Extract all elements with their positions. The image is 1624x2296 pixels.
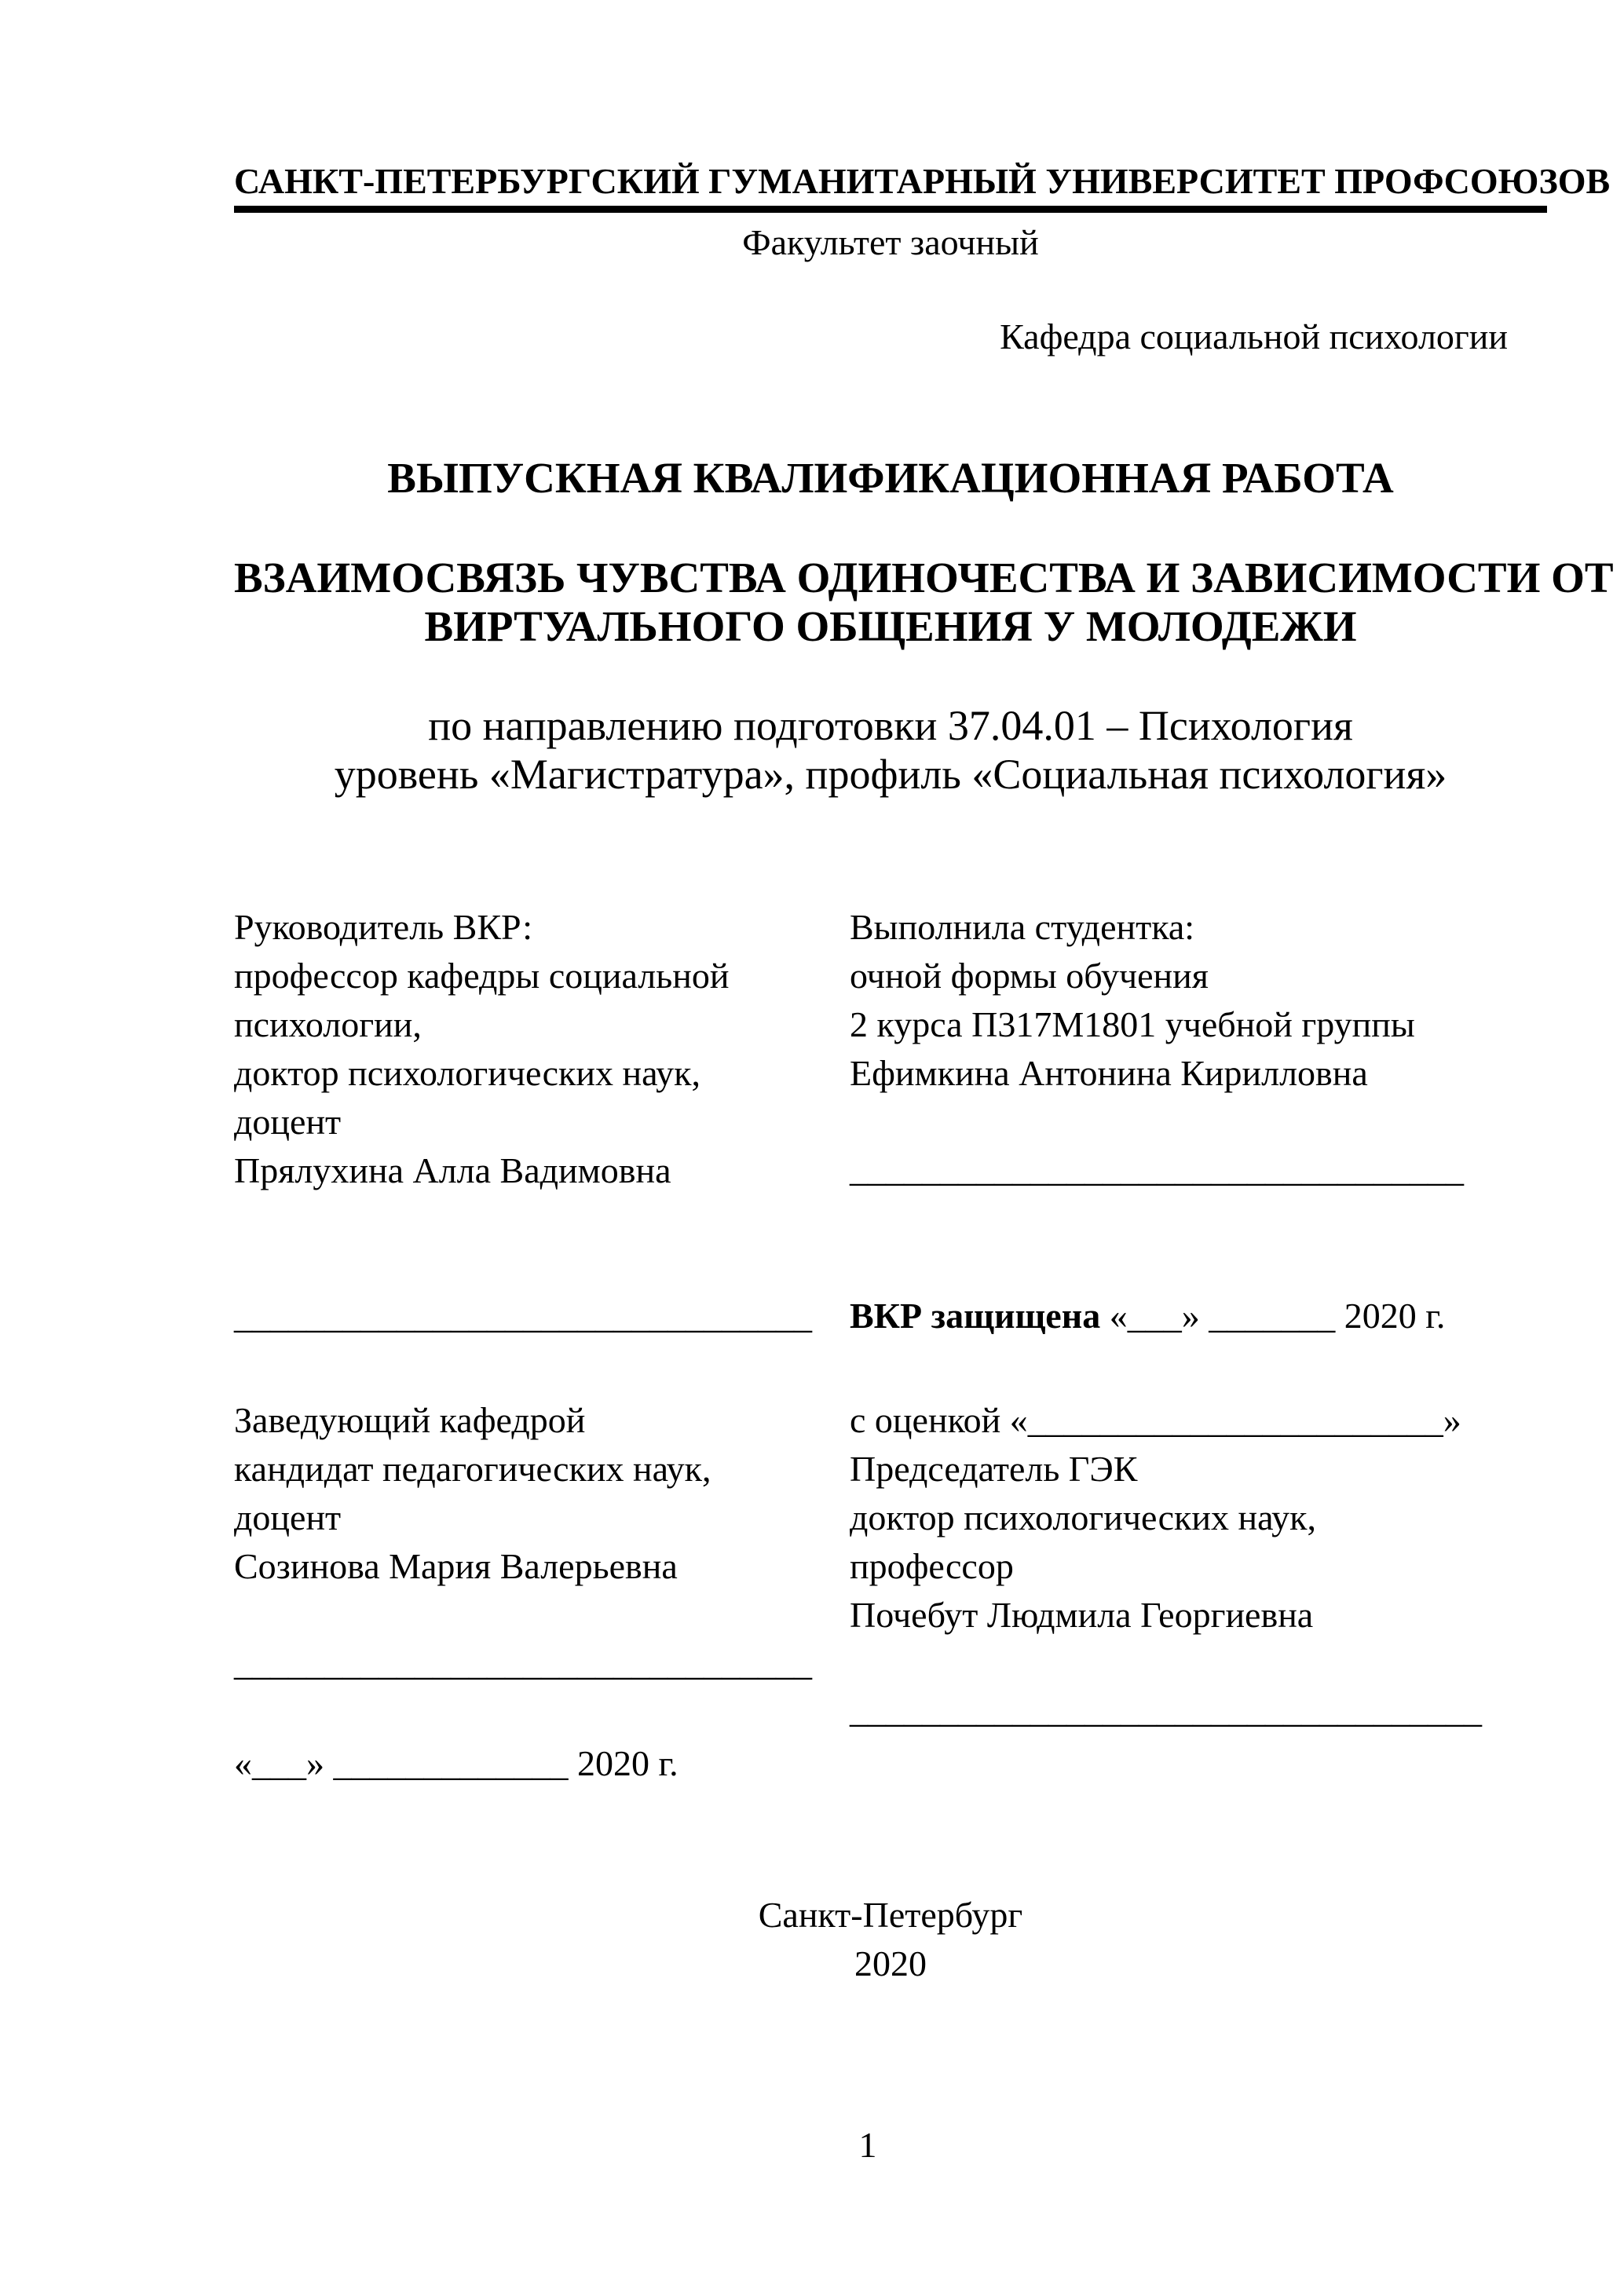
head-role-label: Заведующий кафедрой [234,1400,586,1440]
supervisor-degree: доктор психологических наук, [234,1053,701,1093]
student-signature-line: __________________________________ [850,1149,1464,1189]
supervisor-rank: доцент [234,1102,342,1142]
page-number: 1 [858,2125,877,2165]
footer-city: Санкт-Петербург [758,1895,1023,1935]
student-group: 2 курса П317М1801 учебной группы [850,1004,1415,1044]
chair-degree: доктор психологических наук, [850,1497,1317,1537]
head-name: Созинова Мария Валерьевна [234,1546,678,1586]
thesis-title-line1: ВЗАИМОСВЯЗЬ ЧУВСТВА ОДИНОЧЕСТВА И ЗАВИСИМОСТИ ОТ [234,554,1614,601]
supervisor-signature-line: ________________________________ [234,1296,812,1336]
supervisor-position-line2: психологии, [234,1004,422,1044]
supervisor-position-line1: профессор кафедры социальной [234,956,730,996]
footer-year: 2020 [854,1943,927,1983]
chair-rank: профессор [850,1546,1014,1586]
thesis-title-line2: ВИРТУАЛЬНОГО ОБЩЕНИЯ У МОЛОДЕЖИ [424,602,1357,650]
department-line: Кафедра социальной психологии [1000,316,1508,356]
student-role-label: Выполнила студентка: [850,907,1195,947]
head-rank: доцент [234,1497,342,1537]
defense-date-line [850,1292,1445,1340]
head-signature-line: ________________________________ [234,1643,812,1683]
supervisor-name: Прялухина Алла Вадимовна [234,1150,671,1190]
defense-grade-line: с оценкой «_______________________» [850,1400,1461,1440]
work-type-heading: ВЫПУСКНАЯ КВАЛИФИКАЦИОННАЯ РАБОТА [387,454,1394,502]
university-name: САНКТ-ПЕТЕРБУРГСКИЙ ГУМАНИТАРНЫЙ УНИВЕРСИТЕТ ПРОФСОЮЗОВ [234,157,1547,213]
program-direction: по направлению подготовки 37.04.01 – Психология [428,702,1353,749]
program-level: уровень «Магистратура», профиль «Социальная психология» [334,751,1447,798]
faculty-line: Факультет заочный [742,222,1039,262]
student-study-form: очной формы обучения [850,956,1209,996]
student-name: Ефимкина Антонина Кирилловна [850,1053,1368,1093]
supervisor-role-label: Руководитель ВКР: [234,907,533,947]
chair-label: Председатель ГЭК [850,1449,1138,1489]
defense-date-blanks: «___» _______ 2020 г. [1109,1296,1446,1336]
head-date-line: «___» _____________ 2020 г. [234,1743,678,1783]
chair-signature-line: ___________________________________ [850,1690,1482,1730]
chair-name: Почебут Людмила Георгиевна [850,1595,1314,1635]
head-degree: кандидат педагогических наук, [234,1449,711,1489]
defense-defended-label: ВКР защищена [850,1296,1101,1336]
